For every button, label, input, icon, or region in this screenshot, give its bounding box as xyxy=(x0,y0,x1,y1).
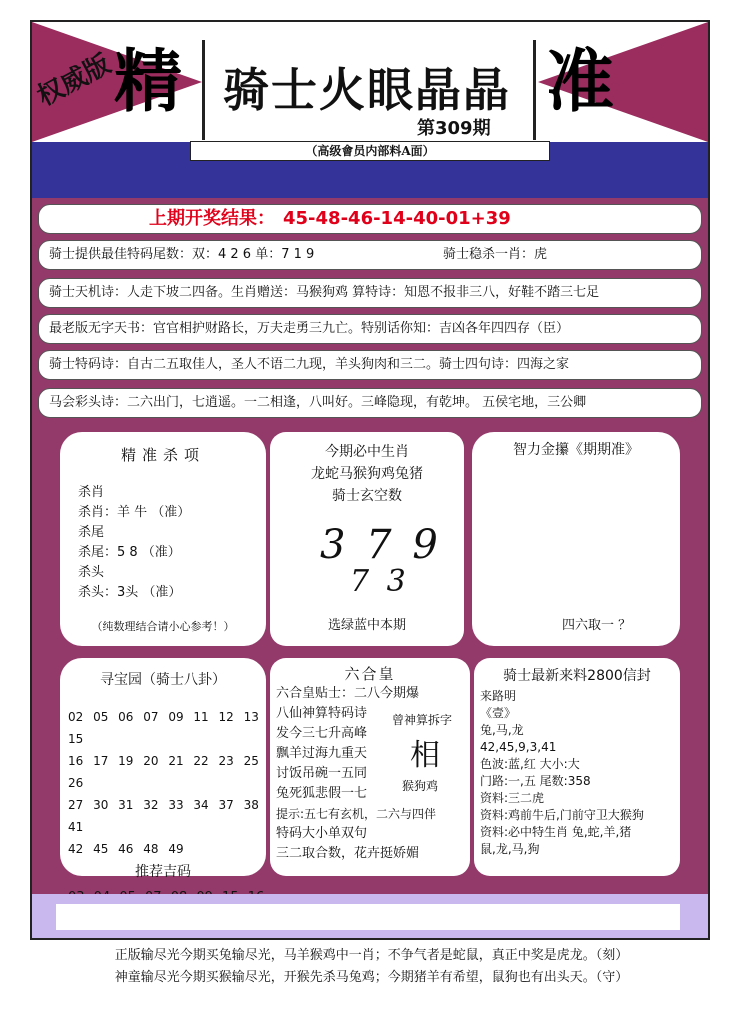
liuhe-line-4: 飘羊过海九重天 xyxy=(276,746,368,761)
authority-stamp: 权威版 xyxy=(32,49,116,113)
poster-frame xyxy=(30,20,710,940)
latest-title: 骑士最新来料2800信封 xyxy=(503,668,651,684)
wisdom-panel xyxy=(472,432,680,646)
liuhe-line-9: 三二取合数，花卉挺娇媚 xyxy=(276,846,420,861)
kill-line-2: 杀肖：羊 牛 （准） xyxy=(78,505,191,520)
split-char-animals: 猴狗鸡 xyxy=(402,779,439,793)
latest-line-4: 42,45,9,3,41 xyxy=(480,740,557,754)
poem-row-3: 骑士特码诗：自古二五取佳人，圣人不语二九现，羊头狗肉和三二。骑士四句诗：四海之家 xyxy=(38,350,702,380)
latest-panel xyxy=(474,658,680,876)
split-char-label: 曾神算拆字 xyxy=(392,713,453,727)
must-win-line-2: 龙蛇马猴狗鸡兔猪 xyxy=(311,466,423,482)
liuhe-line-8: 特码大小单双句 xyxy=(276,826,368,841)
liuhe-line-6: 兔死狐悲假一七 xyxy=(276,786,368,801)
split-char: 相 xyxy=(410,738,440,773)
must-win-line-1: 今期必中生肖 xyxy=(325,444,409,460)
handwritten-number: 3 7 9 xyxy=(320,522,442,568)
must-win-panel xyxy=(270,432,464,646)
treasure-row-2: 16 17 19 20 21 22 23 25 26 xyxy=(68,754,259,790)
tail-number-row xyxy=(38,240,702,270)
latest-line-5: 色波:蓝,红 大小:大 xyxy=(480,757,580,771)
issue-number: 第309期 xyxy=(417,118,491,139)
latest-line-2: 《壹》 xyxy=(480,706,517,720)
poem-row-2: 最老版无字天书：官官相护财路长，万夫走勇三九亡。特别话你知：吉凶各年四四存（臣） xyxy=(38,314,702,344)
treasure-panel xyxy=(60,658,266,880)
kill-one-text: 骑士稳杀一肖：虎 xyxy=(443,247,548,262)
kill-line-1: 杀肖 xyxy=(78,485,105,500)
treasure-title: 寻宝园（骑士八卦） xyxy=(100,672,226,688)
big-char-right: 准 xyxy=(546,42,615,122)
treasure-row-4: 42 45 46 48 49 xyxy=(68,842,184,856)
latest-line-6: 门路:一,五 尾数:358 xyxy=(480,774,591,788)
liuhe-line-2: 八仙神算特码诗 xyxy=(276,706,368,721)
must-win-footer: 选绿蓝中本期 xyxy=(327,618,406,633)
must-win-line-3: 骑士玄空数 xyxy=(332,488,402,504)
kill-title: 精准杀项 xyxy=(120,446,205,464)
wisdom-title: 智力金攥《期期准》 xyxy=(513,442,639,458)
kill-line-5: 杀头 xyxy=(78,565,105,580)
result-value: 45-48-46-14-40-01+39 xyxy=(283,208,511,229)
latest-line-8: 资料:鸡前牛后,门前守卫大猴狗 xyxy=(480,808,644,822)
kill-note: （纯数理结合请小心参考！） xyxy=(91,620,235,633)
liuhe-line-1: 六合皇贴士：二八今期爆 xyxy=(276,686,420,701)
latest-line-7: 资料:三二虎 xyxy=(480,791,545,805)
header xyxy=(32,22,708,142)
result-label: 上期开奖结果： xyxy=(149,208,275,229)
bottom-blank-box xyxy=(56,904,680,930)
liuhe-line-5: 讨饭吊碗一五同 xyxy=(276,766,368,781)
title-box xyxy=(202,40,536,140)
treasure-row-1: 02 05 06 07 09 11 12 13 15 xyxy=(68,710,259,746)
kill-panel xyxy=(60,432,266,646)
latest-line-3: 兔,马,龙 xyxy=(480,723,524,737)
liuhe-line-7: 提示:五七有玄机，二六与四伴 xyxy=(276,807,437,821)
kill-line-6: 杀头：3头 （准） xyxy=(78,585,182,600)
latest-line-10: 鼠,龙,马,狗 xyxy=(480,842,540,856)
liuhe-line-3: 发今三七升高峰 xyxy=(276,726,368,741)
lucky-title: 推荐吉码 xyxy=(135,864,191,880)
page-title: 骑士火眼晶晶 xyxy=(223,63,511,117)
poem-row-4: 马会彩头诗：二六出门，七逍遥。一二相逢，八叫好。三峰隐现，有乾坤。 五侯宅地，三公卿 xyxy=(38,388,702,418)
latest-line-9: 资料:必中特生肖 兔,蛇,羊,猪 xyxy=(480,825,632,839)
footer-line-2: 神童输尽光今期买猴输尽光，开猴先杀马兔鸡；今期猪羊有希望，鼠狗也有出头天。（守） xyxy=(114,970,629,985)
tail-number-text: 骑士提供最佳特码尾数：双：4 2 6 单：7 1 9 xyxy=(49,247,315,262)
kill-line-4: 杀尾：5 8 （准） xyxy=(78,545,181,560)
treasure-row-3: 27 30 31 32 33 34 37 38 41 xyxy=(68,798,259,834)
result-row xyxy=(38,204,702,234)
wisdom-footer: 四六取一 ？ xyxy=(562,618,632,633)
latest-line-1: 来路明 xyxy=(480,689,517,703)
handwritten-number-2: 7 3 xyxy=(350,564,410,599)
liuhe-panel xyxy=(270,658,470,876)
subtitle-note: （高级會员内部料A面） xyxy=(190,141,550,161)
liuhe-title: 六合皇 xyxy=(344,665,396,683)
kill-line-3: 杀尾 xyxy=(78,525,105,540)
poem-row-1: 骑士天机诗：人走下坡二四备。生肖赠送：马猴狗鸡 算特诗：知恩不报非三八，好鞋不踏三七足 xyxy=(38,278,702,308)
big-char-left: 精 xyxy=(114,42,183,122)
footer-line-1: 正版输尽光今期买兔输尽光，马羊猴鸡中一肖；不争气者是蛇鼠，真正中奖是虎龙。（刻） xyxy=(114,948,629,963)
